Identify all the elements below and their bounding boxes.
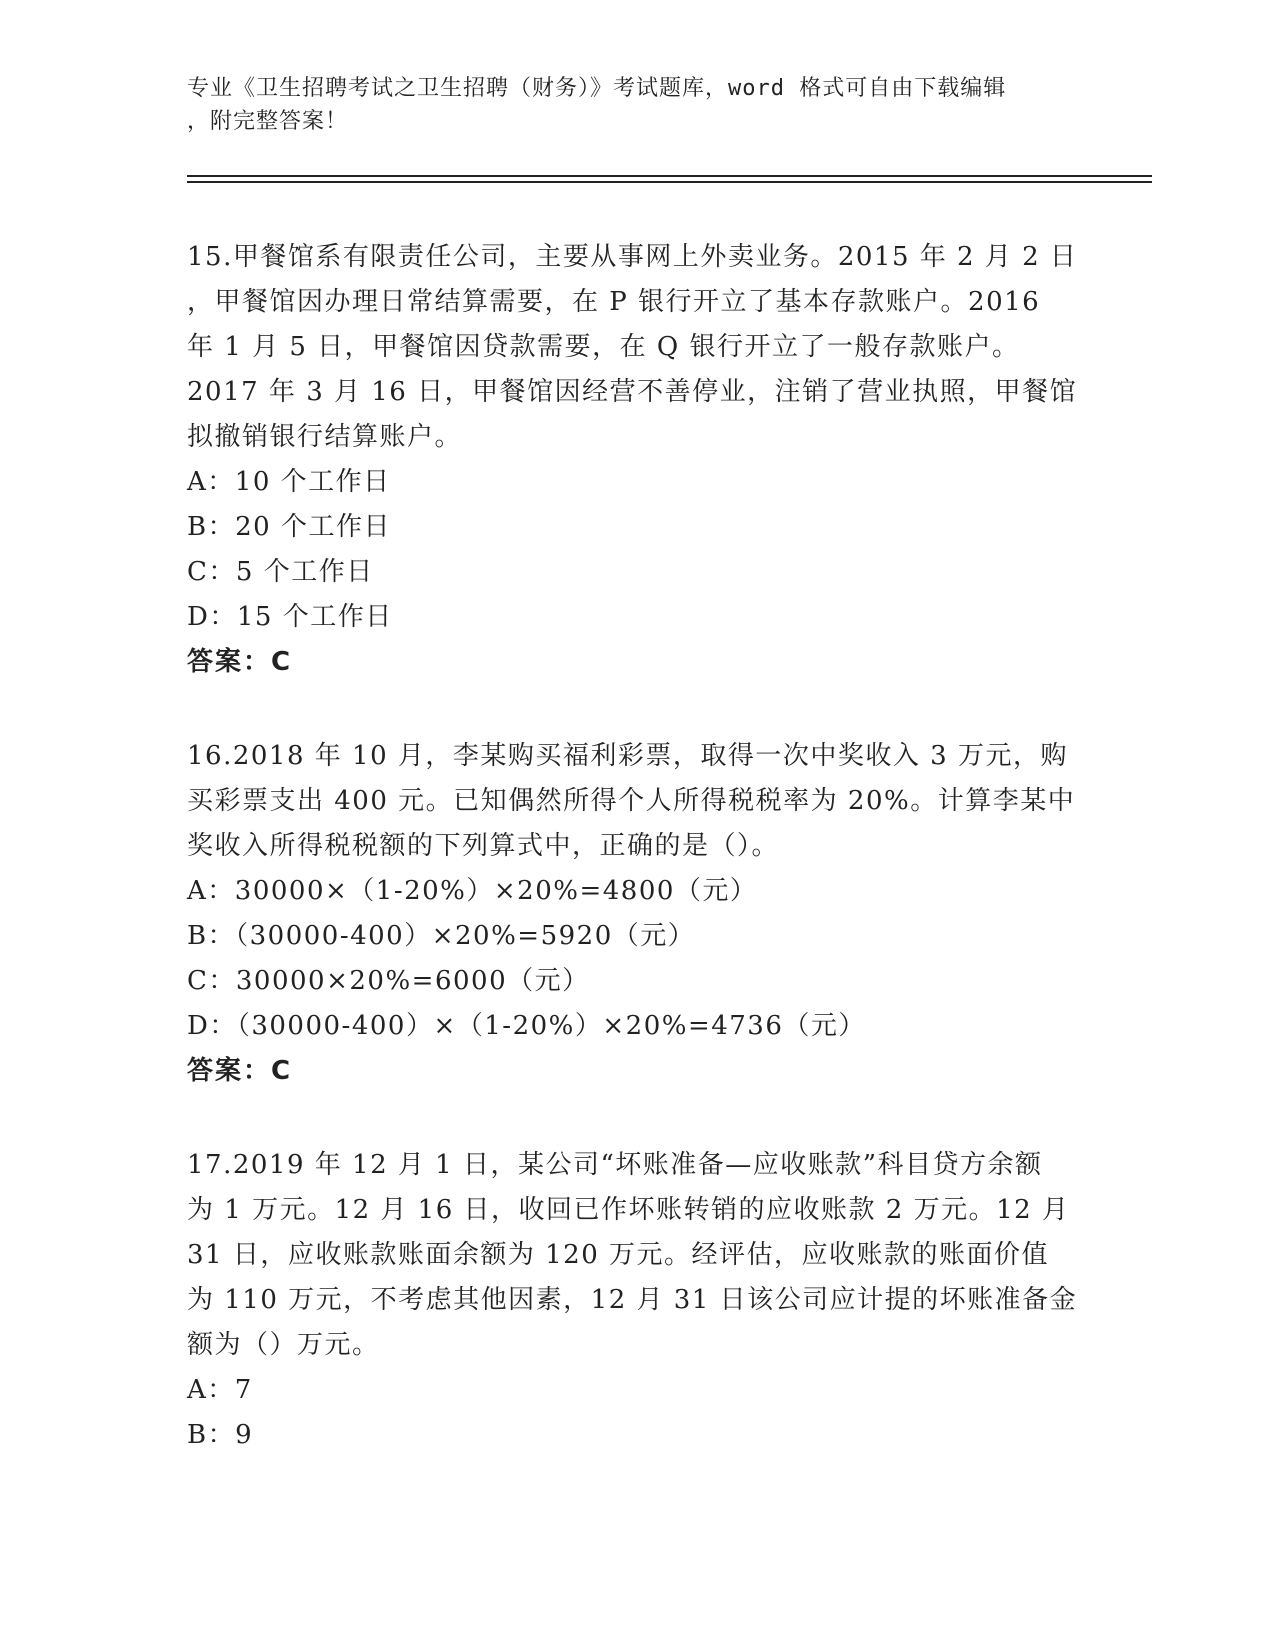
question-16-answer: 答案：C [187, 1056, 293, 1086]
question-16-option-c: C：30000×20%=6000（元） [187, 966, 590, 996]
question-15-option-a: A：10 个工作日 [187, 467, 391, 497]
header-line-2: ，附完整答案！ [187, 109, 349, 134]
question-16-option-b: B：（30000-400）×20%=5920（元） [187, 921, 696, 951]
document-header [187, 72, 1087, 138]
question-15-answer: 答案：C [187, 647, 293, 677]
question-15-line-4: 2017 年 3 月 16 日，甲餐馆因经营不善停业，注销了营业执照，甲餐馆 [187, 377, 1078, 407]
question-16-option-a: A：30000×（1-20%）×20%=4800（元） [187, 876, 758, 906]
question-16-option-d: D：（30000-400）×（1-20%）×20%=4736（元） [187, 1011, 866, 1041]
header-divider-top [187, 175, 1152, 177]
question-15-option-b: B：20 个工作日 [187, 512, 391, 542]
question-15-option-d: D：15 个工作日 [187, 602, 393, 632]
question-16-line-1: 16.2018 年 10 月，李某购买福利彩票，取得一次中奖收入 3 万元，购 [187, 741, 1068, 771]
question-17-line-1: 17.2019 年 12 月 1 日，某公司“坏账准备—应收账款”科目贷方余额 [187, 1150, 1043, 1180]
question-15-line-3: 年 1 月 5 日，甲餐馆因贷款需要，在 Q 银行开立了一般存款账户。 [187, 332, 1020, 362]
question-15-option-c: C：5 个工作日 [187, 557, 374, 587]
question-15-line-5: 拟撤销银行结算账户。 [187, 422, 463, 452]
question-17 [187, 1143, 1087, 1458]
question-17-line-5: 额为（）万元。 [187, 1330, 380, 1360]
question-16-line-2: 买彩票支出 400 元。已知偶然所得个人所得税税率为 20%。计算李某中 [187, 786, 1076, 816]
question-15-line-2: ，甲餐馆因办理日常结算需要，在 P 银行开立了基本存款账户。2016 [187, 287, 1041, 317]
header-divider-bottom [187, 181, 1152, 183]
question-17-line-2: 为 1 万元。12 月 16 日，收回已作坏账转销的应收账款 2 万元。12 月 [187, 1195, 1070, 1225]
question-15 [187, 235, 1087, 685]
question-17-line-3: 31 日，应收账款账面余额为 120 万元。经评估，应收账款的账面价值 [187, 1240, 1050, 1270]
question-15-line-1: 15.甲餐馆系有限责任公司，主要从事网上外卖业务。2015 年 2 月 2 日 [187, 242, 1078, 272]
question-16 [187, 734, 1087, 1094]
question-17-option-b: B：9 [187, 1420, 254, 1450]
header-line-1: 专业《卫生招聘考试之卫生招聘（财务）》考试题库，word 格式可自由下载编辑 [187, 76, 1007, 101]
question-16-line-3: 奖收入所得税税额的下列算式中，正确的是（）。 [187, 831, 780, 861]
question-17-option-a: A：7 [187, 1375, 253, 1405]
question-17-line-4: 为 110 万元，不考虑其他因素，12 月 31 日该公司应计提的坏账准备金 [187, 1285, 1078, 1315]
